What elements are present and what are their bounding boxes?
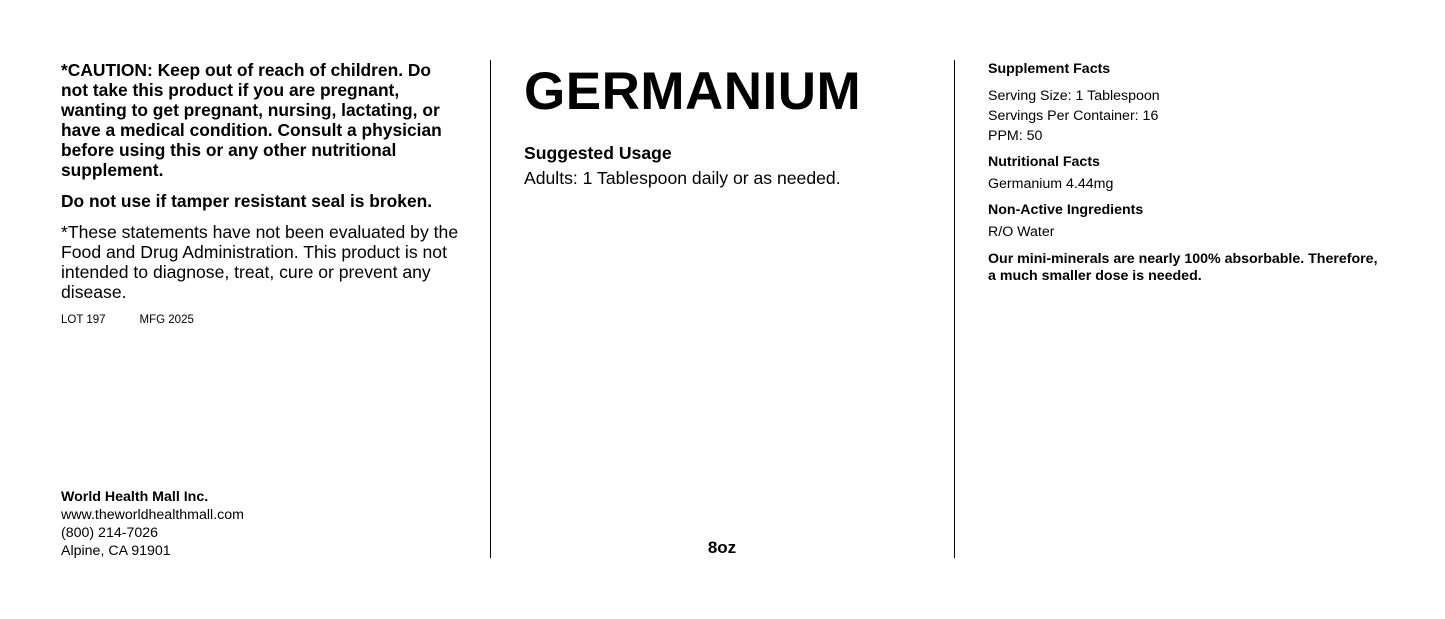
fda-statement: *These statements have not been evaluated by the Food and Drug Administration. This product is not intended to diagnose, treat, cure or prevent any disease. [61, 222, 459, 302]
lot-mfg-row [61, 313, 461, 327]
company-name: World Health Mall Inc. [61, 489, 209, 505]
non-active-heading: Non-Active Ingredients [988, 202, 1144, 218]
caution-text: *CAUTION: Keep out of reach of children. Do not take this product if you are pregnant, wanting to get pregnant, nursing, lactating, or have a medical condition. Consult a physician before using this or any other nutritional supplement. [61, 60, 442, 180]
ppm: PPM: 50 [988, 128, 1043, 144]
company-info [61, 488, 461, 560]
serving-size: Serving Size: 1 Tablespoon [988, 88, 1160, 104]
net-size: 8oz [707, 538, 737, 557]
facts-column [988, 60, 1388, 285]
warning-column [61, 60, 461, 327]
company-website: www.theworldhealthmall.com [61, 507, 244, 523]
supplement-facts-heading: Supplement Facts [988, 61, 1111, 77]
usage-heading: Suggested Usage [524, 143, 672, 163]
tamper-warning: Do not use if tamper resistant seal is broken. [61, 191, 433, 211]
company-phone: (800) 214-7026 [61, 525, 159, 541]
usage-text: Adults: 1 Tablespoon daily or as needed. [524, 168, 841, 188]
divider-right [954, 60, 955, 558]
divider-left [490, 60, 491, 558]
mfg-year: MFG 2025 [139, 314, 194, 326]
product-column [524, 60, 944, 189]
company-address: Alpine, CA 91901 [61, 543, 171, 559]
lot-number: LOT 197 [61, 314, 106, 326]
servings-per-container: Servings Per Container: 16 [988, 108, 1159, 124]
nutritional-facts-heading: Nutritional Facts [988, 154, 1100, 170]
product-title: GERMANIUM [524, 62, 862, 121]
non-active-value: R/O Water [988, 224, 1055, 240]
nutritional-value: Germanium 4.44mg [988, 176, 1114, 192]
absorb-note: Our mini-minerals are nearly 100% absorbable. Therefore, a much smaller dose is needed. [988, 251, 1378, 284]
